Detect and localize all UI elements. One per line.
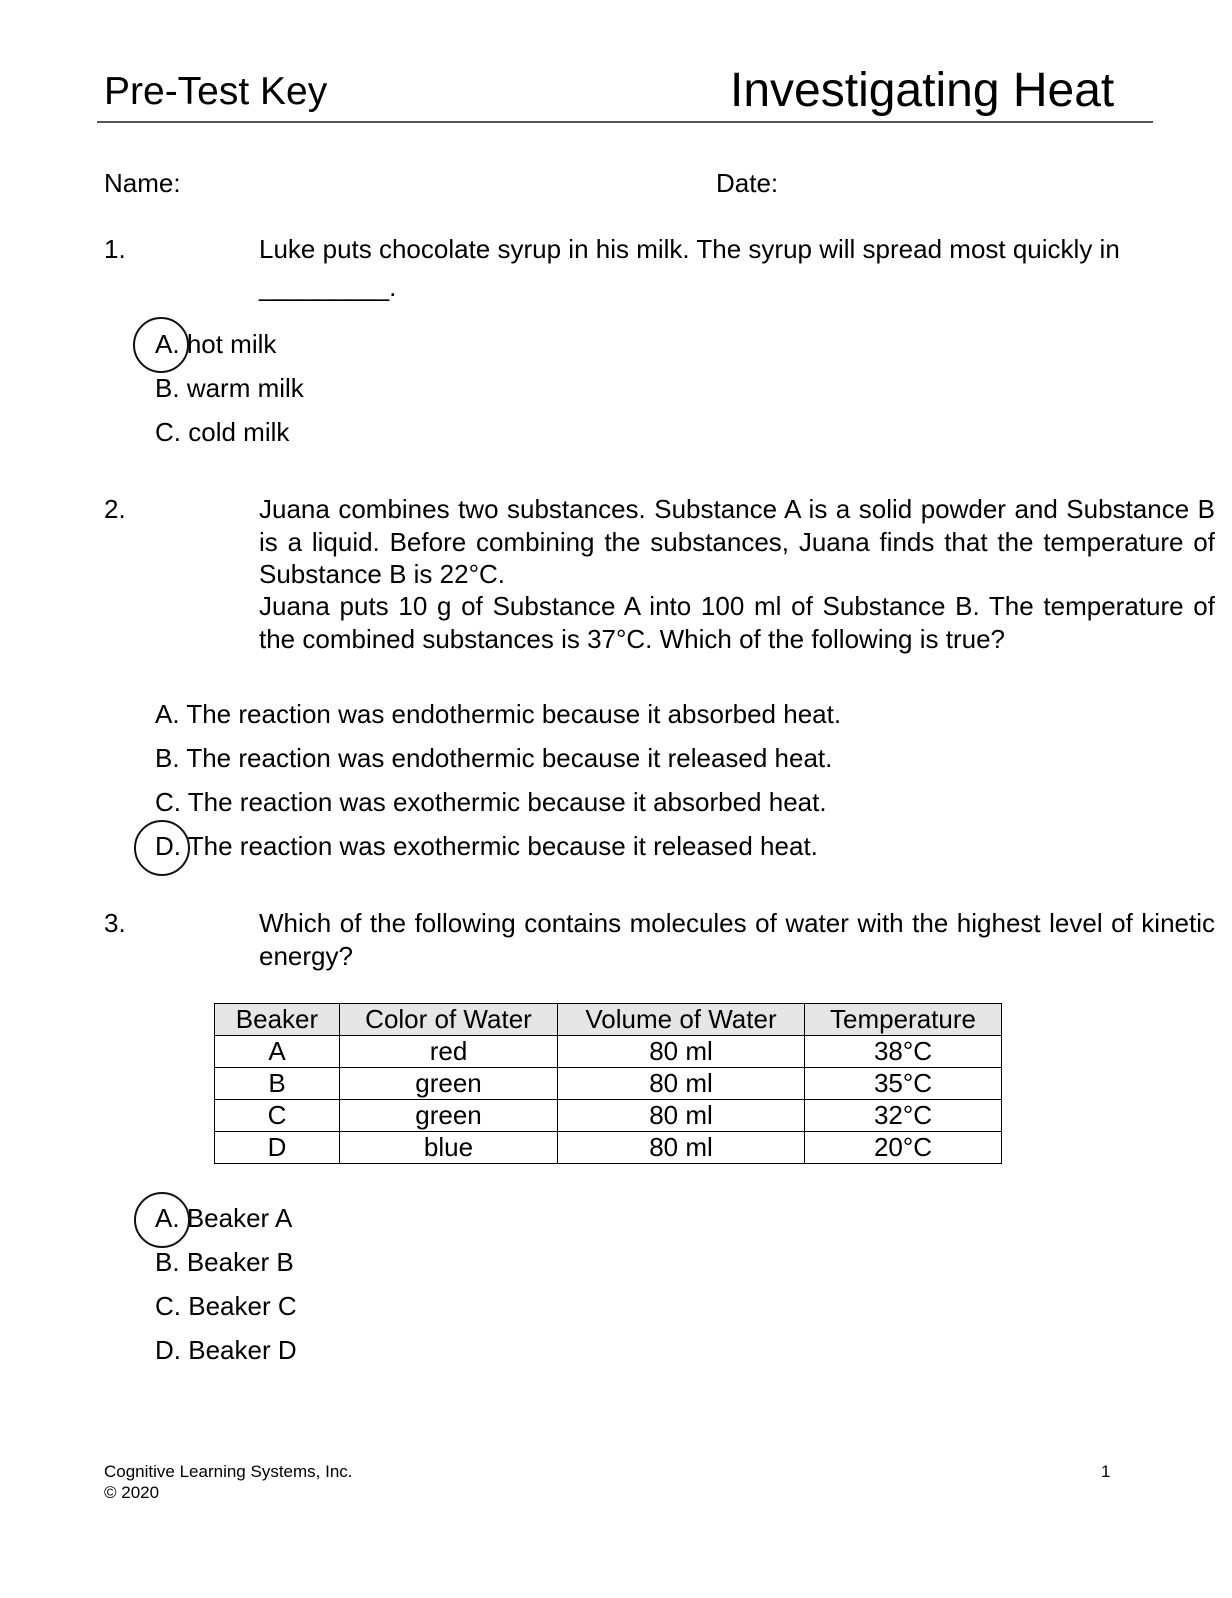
date-label: Date: xyxy=(716,168,779,198)
question-2 xyxy=(104,493,1215,654)
table-row xyxy=(215,1036,1002,1068)
option-text: Beaker D xyxy=(188,1335,297,1365)
header-divider xyxy=(97,121,1153,123)
option-letter: B. xyxy=(155,1247,180,1277)
table-cell: C xyxy=(215,1100,340,1132)
table-cell: B xyxy=(215,1068,340,1100)
option-3d xyxy=(155,1335,297,1366)
table-cell: green xyxy=(340,1100,558,1132)
question-text-part-1: Juana combines two substances. Substance A is a solid powder and Substance B is a liquid. Before combining the substances, Juana finds that the temperature of Substance B is 22°C. xyxy=(259,494,1215,589)
table-cell: A xyxy=(215,1036,340,1068)
name-label: Name: xyxy=(104,168,181,198)
answer-circle xyxy=(134,1192,190,1248)
option-text: The reaction was exothermic because it released heat. xyxy=(187,831,818,861)
table-row xyxy=(215,1068,1002,1100)
table-cell: 80 ml xyxy=(558,1068,805,1100)
column-header: Volume of Water xyxy=(558,1004,805,1036)
table-cell: 38°C xyxy=(805,1036,1002,1068)
option-letter: A. xyxy=(155,699,180,729)
table-cell: 32°C xyxy=(805,1100,1002,1132)
option-2c xyxy=(155,787,827,818)
option-text: hot milk xyxy=(186,329,277,359)
table-cell: red xyxy=(340,1036,558,1068)
column-header: Beaker xyxy=(215,1004,340,1036)
table-cell: 80 ml xyxy=(558,1100,805,1132)
option-2d xyxy=(155,831,818,862)
option-letter: A. xyxy=(155,329,180,359)
answer-circle xyxy=(133,317,189,373)
option-text: Beaker A xyxy=(186,1203,293,1233)
table-cell: 20°C xyxy=(805,1132,1002,1164)
option-letter: D. xyxy=(155,831,181,861)
table-cell: green xyxy=(340,1068,558,1100)
table-cell: D xyxy=(215,1132,340,1164)
answer-circle xyxy=(134,820,190,876)
option-text: cold milk xyxy=(188,417,290,447)
document-title: Investigating Heat xyxy=(730,64,1115,117)
table-header-row xyxy=(215,1004,1002,1036)
option-letter: C. xyxy=(155,417,181,447)
option-letter: A. xyxy=(155,1203,180,1233)
option-2b xyxy=(155,743,832,774)
column-header: Color of Water xyxy=(340,1004,558,1036)
question-text: Luke puts chocolate syrup in his milk. The syrup will spread most quickly in xyxy=(259,234,1120,264)
option-1c xyxy=(155,417,289,448)
question-number: 2. xyxy=(104,494,126,524)
footer-company: Cognitive Learning Systems, Inc. xyxy=(104,1462,353,1481)
table-cell: 35°C xyxy=(805,1068,1002,1100)
option-letter: C. xyxy=(155,1291,181,1321)
table-cell: 80 ml xyxy=(558,1132,805,1164)
option-text: The reaction was endothermic because it released heat. xyxy=(186,743,833,773)
option-letter: C. xyxy=(155,787,181,817)
option-1b xyxy=(155,373,304,404)
option-text: Beaker C xyxy=(188,1291,297,1321)
question-text-part-2: Juana puts 10 g of Substance A into 100 ml of Substance B. The temperature of the combined substances is 37°C. Which of the following is true? xyxy=(259,591,1215,654)
option-letter: B. xyxy=(155,373,180,403)
question-3 xyxy=(104,907,1215,971)
table-cell: blue xyxy=(340,1132,558,1164)
answer-blank: _________. xyxy=(259,272,397,302)
option-letter: D. xyxy=(155,1335,181,1365)
column-header: Temperature xyxy=(805,1004,1002,1036)
beaker-data-table xyxy=(214,1003,1002,1164)
document-subtitle: Pre-Test Key xyxy=(104,70,328,113)
question-text: Which of the following contains molecules of water with the highest level of kinetic energy? xyxy=(259,908,1215,971)
table-row xyxy=(215,1132,1002,1164)
footer-copyright: © 2020 xyxy=(104,1483,160,1502)
option-text: The reaction was endothermic because it absorbed heat. xyxy=(186,699,842,729)
option-2a xyxy=(155,699,841,730)
question-1 xyxy=(104,233,1120,302)
option-3b xyxy=(155,1247,294,1278)
option-text: The reaction was exothermic because it absorbed heat. xyxy=(187,787,827,817)
option-text: warm milk xyxy=(186,373,304,403)
table-cell: 80 ml xyxy=(558,1036,805,1068)
question-number: 1. xyxy=(104,234,126,264)
option-letter: B. xyxy=(155,743,180,773)
question-number: 3. xyxy=(104,908,126,938)
option-text: Beaker B xyxy=(186,1247,294,1277)
table-row xyxy=(215,1100,1002,1132)
option-3c xyxy=(155,1291,297,1322)
page-number: 1 xyxy=(1101,1462,1111,1481)
